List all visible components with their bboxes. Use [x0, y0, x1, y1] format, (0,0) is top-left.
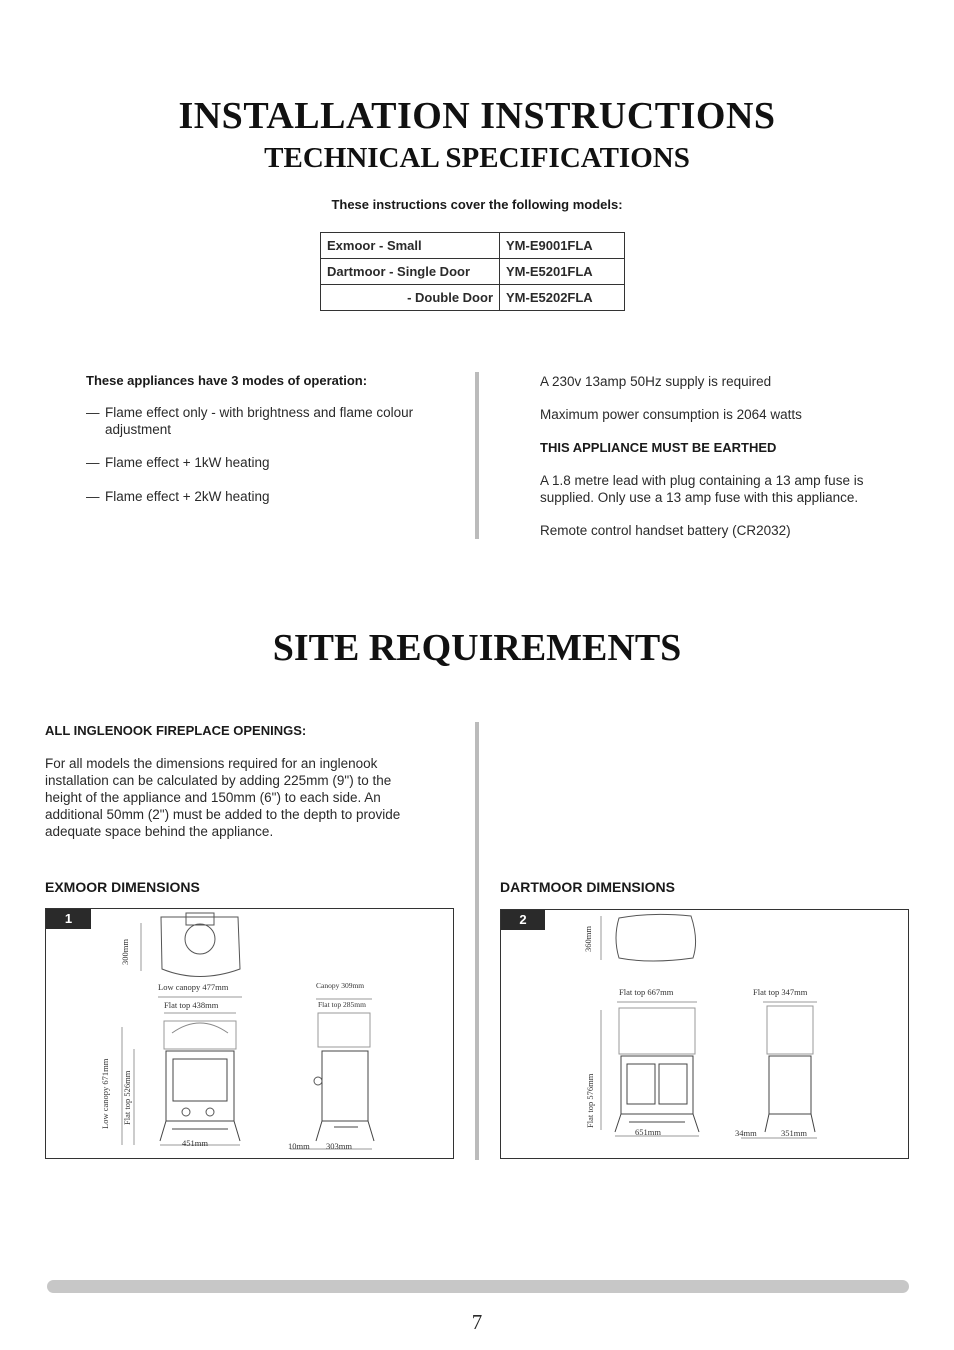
table-row: [321, 259, 625, 285]
canopy-outline: [164, 1021, 236, 1049]
stove-side-body: [322, 1051, 368, 1121]
model-code: YM-E5202FLA: [500, 285, 625, 311]
top-view-outline: [161, 917, 240, 977]
dash-bullet: —: [86, 489, 100, 504]
dim-flat-top-width: Flat top 667mm: [619, 987, 674, 997]
mode-text: Flame effect + 2kW heating: [105, 489, 270, 504]
dim-top-depth: 300mm: [120, 939, 130, 965]
section-title-site-requirements: SITE REQUIREMENTS: [272, 627, 682, 669]
dim-low-canopy-width: Low canopy 477mm: [158, 982, 229, 992]
column-divider: [475, 722, 479, 1160]
control-knob-icon: [206, 1108, 214, 1116]
models-table: [320, 232, 625, 311]
dim-low-canopy-height: Low canopy 671mm: [100, 1058, 110, 1129]
dartmoor-figure: [500, 909, 909, 1159]
dim-base-width: 451mm: [182, 1138, 208, 1148]
electrical-section: [540, 373, 890, 539]
flat-top-outline: [619, 1008, 695, 1054]
modes-heading: These appliances have 3 modes of operation:: [86, 373, 368, 388]
inglenook-heading: ALL INGLENOOK FIREPLACE OPENINGS:: [45, 723, 307, 738]
section-title-technical-specifications: TECHNICAL SPECIFICATIONS: [264, 142, 690, 174]
exmoor-heading: EXMOOR DIMENSIONS: [45, 879, 200, 895]
stove-right-door: [659, 1064, 687, 1104]
side-flat-top-outline: [767, 1006, 813, 1054]
dim-flat-top-height: Flat top 576mm: [585, 1073, 595, 1128]
model-code: YM-E5201FLA: [500, 259, 625, 285]
power-text: Maximum power consumption is 2064 watts: [540, 407, 802, 422]
footer-bar: [47, 1280, 909, 1293]
inglenook-section: [45, 723, 405, 840]
model-code: YM-E9001FLA: [500, 233, 625, 259]
dim-base-width: 651mm: [635, 1127, 661, 1137]
dim-flat-top-width: Flat top 438mm: [164, 1000, 219, 1010]
models-intro: These instructions cover the following models:: [331, 197, 623, 212]
figure-number: 1: [46, 909, 91, 929]
page-number: 7: [471, 1310, 483, 1334]
figure-number: 2: [501, 910, 545, 930]
list-item: [86, 454, 446, 471]
control-knob-icon: [182, 1108, 190, 1116]
dash-bullet: —: [86, 405, 100, 420]
table-row: [321, 233, 625, 259]
dim-back-gap: 34mm: [735, 1128, 757, 1138]
earth-warning: THIS APPLIANCE MUST BE EARTHED: [540, 440, 777, 455]
inglenook-text: For all models the dimensions required for an inglenook installation can be calculated by adding 225mm (9") to the height of the appliance and 150mm (6") to each side. An additional 50mm (2") must be added to the depth to provide adequate space behind the appliance.: [45, 756, 401, 839]
exmoor-figure: [45, 908, 454, 1159]
side-canopy-outline: [318, 1013, 370, 1047]
top-view-outline: [616, 914, 696, 961]
stove-front-body: [621, 1056, 693, 1114]
model-name: Exmoor - Small: [321, 233, 500, 259]
flue-outlet-icon: [185, 924, 215, 954]
page-title: INSTALLATION INSTRUCTIONS: [178, 95, 776, 137]
mode-text: Flame effect only - with brightness and flame colour adjustment: [105, 405, 414, 437]
battery-text: Remote control handset battery (CR2032): [540, 523, 791, 538]
dartmoor-diagram: [501, 910, 908, 1158]
dartmoor-heading: DARTMOOR DIMENSIONS: [500, 879, 675, 895]
stove-window: [173, 1059, 227, 1101]
model-name: - Double Door: [321, 285, 500, 311]
handle-icon: [314, 1077, 322, 1085]
stove-left-door: [627, 1064, 655, 1104]
dim-flat-top-side: Flat top 285mm: [318, 1000, 366, 1009]
dim-side-depth: 303mm: [326, 1141, 352, 1151]
dim-flat-top-side: Flat top 347mm: [753, 987, 808, 997]
mode-text: Flame effect + 1kW heating: [105, 455, 270, 470]
lead-text: A 1.8 metre lead with plug containing a 13 amp fuse is supplied. Only use a 13 amp fuse with this appliance.: [540, 473, 864, 505]
dim-canopy-side: Canopy 309mm: [316, 981, 365, 990]
stove-front-body: [166, 1051, 234, 1121]
model-name: Dartmoor - Single Door: [321, 259, 500, 285]
stove-side-body: [769, 1056, 811, 1114]
table-row: [321, 285, 625, 311]
dash-bullet: —: [86, 455, 100, 470]
supply-text: A 230v 13amp 50Hz supply is required: [540, 374, 772, 389]
list-item: [86, 488, 446, 505]
dim-flat-top-height: Flat top 526mm: [122, 1070, 132, 1125]
dim-back-gap: 10mm: [288, 1141, 310, 1151]
dim-side-depth: 351mm: [781, 1128, 807, 1138]
column-divider: [475, 372, 479, 539]
dim-top-depth: 360mm: [583, 926, 593, 952]
list-item: [86, 404, 446, 438]
modes-section: [86, 373, 446, 505]
